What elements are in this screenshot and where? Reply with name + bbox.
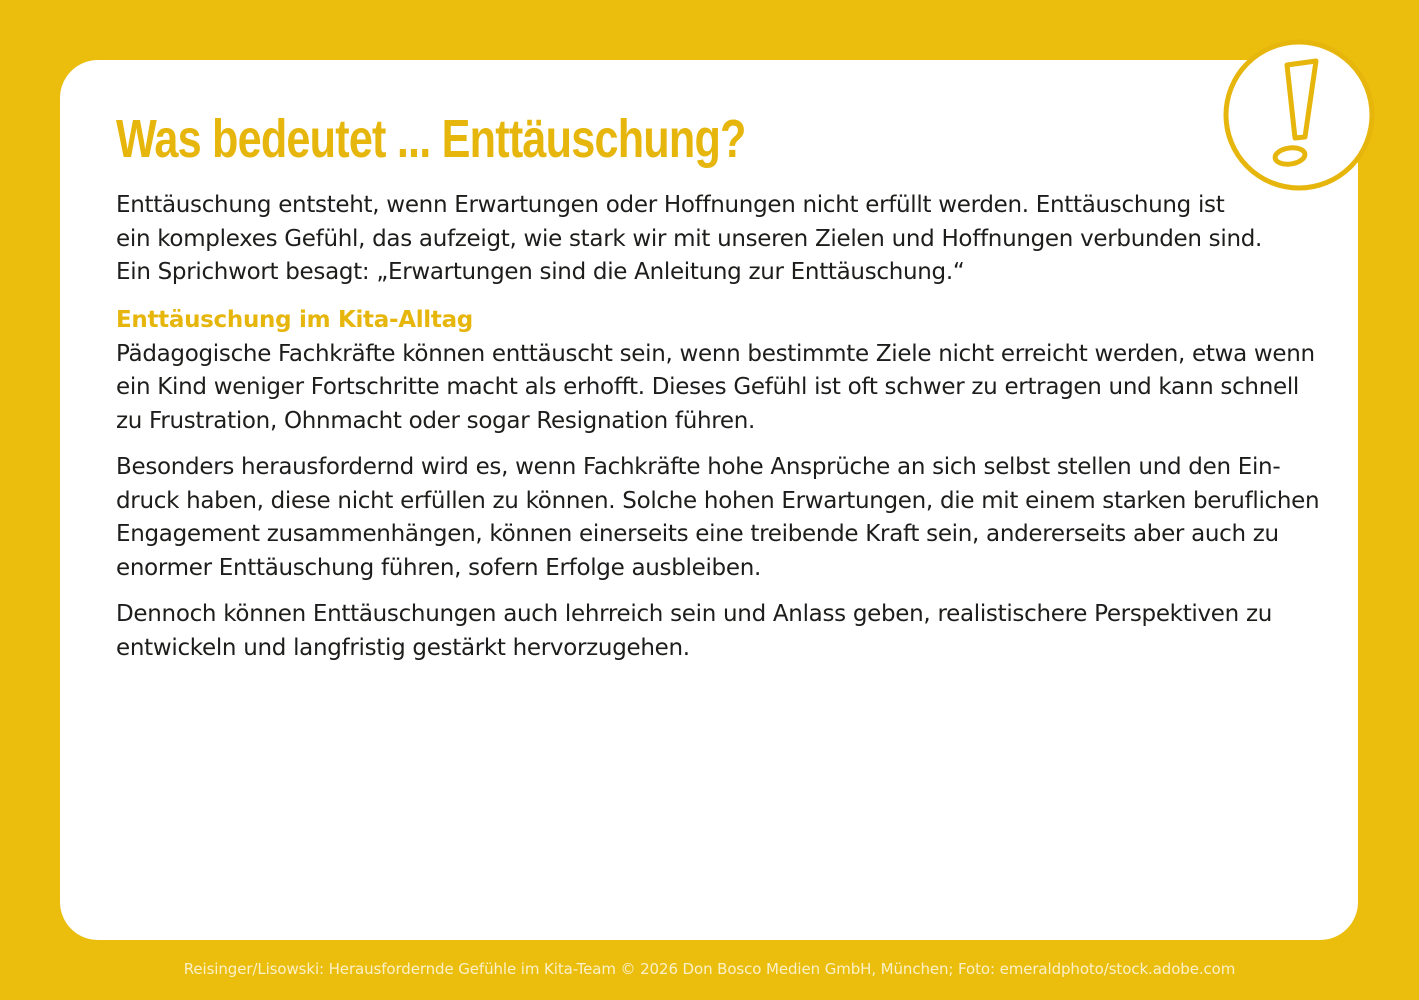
- text-line: zu Frustration, Ohnmacht oder sogar Resignation führen.: [116, 407, 756, 434]
- section-paragraph-3: [116, 598, 1316, 665]
- section-paragraph-1: [116, 338, 1316, 439]
- text-line: ein komplexes Gefühl, das aufzeigt, wie stark wir mit unseren Zielen und Hoffnungen verbunden sind.: [116, 225, 1263, 252]
- text-line: Dennoch können Enttäuschungen auch lehrreich sein und Anlass geben, realistischere Perspektiven zu: [116, 601, 1272, 627]
- text-line: entwickeln und langfristig gestärkt hervorzugehen.: [116, 634, 690, 661]
- page-title: Was bedeutet ... Enttäuschung?: [116, 109, 746, 169]
- main-content: [116, 108, 1320, 665]
- text-line: enormer Enttäuschung führen, sofern Erfolge ausbleiben.: [116, 554, 761, 581]
- text-line: Ein Sprichwort besagt: „Erwartungen sind die Anleitung zur Enttäuschung.“: [116, 259, 965, 285]
- intro-paragraph: [116, 189, 1316, 290]
- section-heading: Enttäuschung im Kita-Alltag: [116, 306, 473, 333]
- text-line: Engagement zusammenhängen, können einerseits eine treibende Kraft sein, andererseits aber auch zu: [116, 521, 1279, 547]
- text-line: Pädagogische Fachkräfte können enttäuscht sein, wenn bestimmte Ziele nicht erreicht werden, etwa wenn: [116, 340, 1315, 367]
- text-line: ein Kind weniger Fortschritte macht als erhofft. Dieses Gefühl ist oft schwer zu ertragen und kann schnell: [116, 374, 1300, 400]
- text-line: Enttäuschung entsteht, wenn Erwartungen oder Hoffnungen nicht erfüllt werden. Enttäuschung ist: [116, 192, 1225, 218]
- text-line: Besonders herausfordernd wird es, wenn Fachkräfte hohe Ansprüche an sich selbst stellen und den Ein-: [116, 454, 1281, 480]
- footer-credit: Reisinger/Lisowski: Herausfordernde Gefühle im Kita-Team © 2026 Don Bosco Medien GmbH, München; Foto: emeraldphoto/stock.adobe.com: [183, 960, 1236, 978]
- text-line: druck haben, diese nicht erfüllen zu können. Solche hohen Erwartungen, die mit einem starken beruflichen: [116, 487, 1320, 514]
- section-paragraph-2: [116, 451, 1320, 585]
